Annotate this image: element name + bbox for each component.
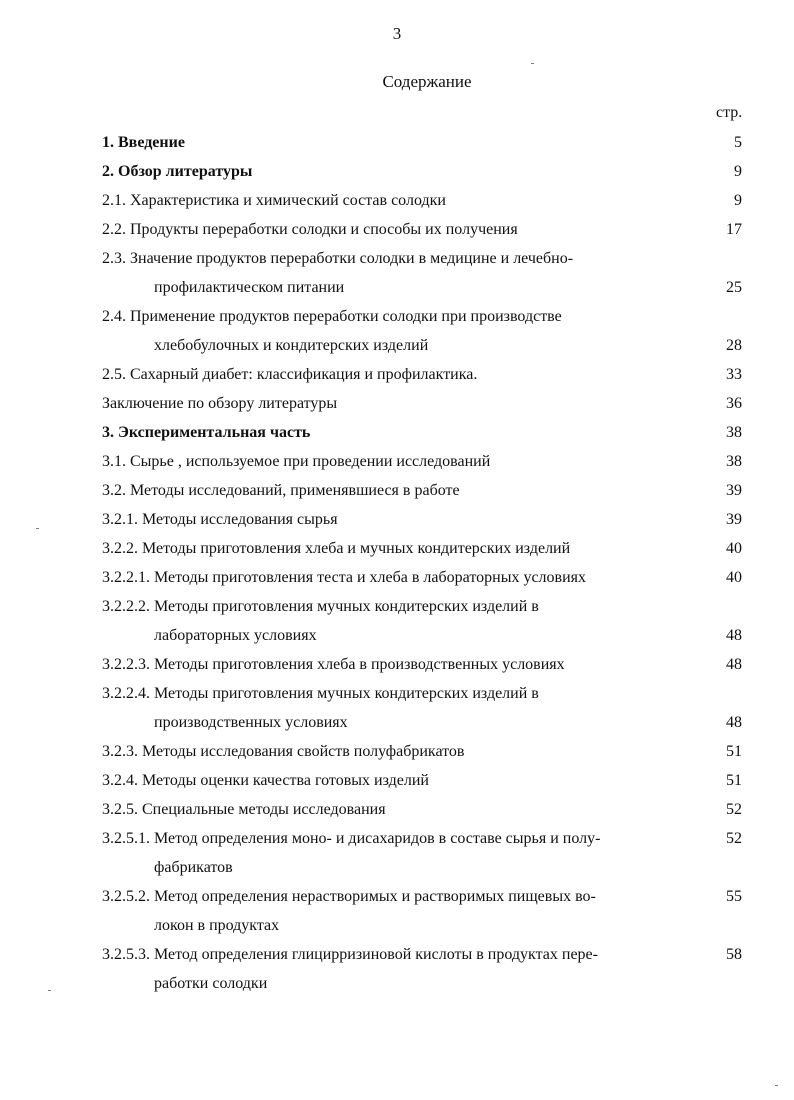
toc-entry <box>102 679 742 737</box>
toc-entry-title <box>102 215 696 244</box>
toc-entry <box>102 766 742 795</box>
page-column-label: стр. <box>716 104 743 121</box>
toc-entry-page: 28 <box>726 337 742 354</box>
toc-entry <box>102 476 742 505</box>
toc-entry-title-line1: 3.2.4. Методы оценки качества готовых изделий <box>102 772 429 789</box>
toc-entry-title <box>102 389 696 418</box>
toc-entry <box>102 592 742 650</box>
toc-entry-title-line1: 3.2.2.1. Методы приготовления теста и хлеба в лабораторных условиях <box>102 569 586 586</box>
toc-entry-title-line1: 3.2.5. Специальные методы исследования <box>102 801 386 818</box>
toc-entry-title <box>102 534 696 563</box>
toc-entry-page: 51 <box>726 743 742 760</box>
toc-entry <box>102 824 742 882</box>
toc-entry <box>102 534 742 563</box>
toc-entry-page: 9 <box>734 163 742 180</box>
toc-entry-title-line1: 3.2. Методы исследований, применявшиеся в работе <box>102 482 460 499</box>
toc-entry-page: 9 <box>734 192 742 209</box>
toc-entry <box>102 563 742 592</box>
toc-entry-page: 48 <box>726 627 742 644</box>
toc-entry-title <box>102 679 696 737</box>
toc-entry <box>102 940 742 998</box>
toc-entry-title <box>102 737 696 766</box>
toc-entry-title <box>102 186 696 215</box>
toc-entry-title-line1: 3.2.5.3. Метод определения глицирризиновой кислоты в продуктах пере- <box>102 946 598 963</box>
toc-entry-page: 38 <box>726 424 742 441</box>
toc-entry-title-line1: 3.2.1. Методы исследования сырья <box>102 511 338 528</box>
toc-entry-title-line2: локон в продуктах <box>154 917 280 934</box>
toc-entry-title-line1: 2.1. Характеристика и химический состав солодки <box>102 192 446 209</box>
toc-entry <box>102 186 742 215</box>
toc-entry-title <box>102 795 696 824</box>
toc-entry-page: 33 <box>726 366 742 383</box>
toc-entry-title-line1: 2.5. Сахарный диабет: классификация и профилактика. <box>102 366 478 383</box>
toc-entry <box>102 505 742 534</box>
toc-entry-title-line1: 3.2.2.2. Методы приготовления мучных кондитерских изделий в <box>102 598 539 615</box>
toc-entry-title-line2: фабрикатов <box>154 859 233 876</box>
toc-entry-title-line1: 2.3. Значение продуктов переработки солодки в медицине и лечебно- <box>102 250 574 267</box>
toc-entry-title-line2: производственных условиях <box>154 714 348 731</box>
toc-entry <box>102 360 742 389</box>
toc-entry-title-line2: хлебобулочных и кондитерских изделий <box>154 337 429 354</box>
toc-entry-title <box>102 302 696 360</box>
toc-entry-title-line1: 2.2. Продукты переработки солодки и способы их получения <box>102 221 518 238</box>
toc-entry-title-line1: 2.4. Применение продуктов переработки солодки при производстве <box>102 308 562 325</box>
toc-entry-page: 38 <box>726 453 742 470</box>
toc-entry <box>102 737 742 766</box>
toc-entry-title <box>102 244 696 302</box>
scan-speck <box>775 1085 778 1086</box>
toc-entry-title-line1: 2. Обзор литературы <box>102 163 253 180</box>
toc-entry-page: 40 <box>726 569 742 586</box>
toc-entry-title-line1: 3.2.2. Методы приготовления хлеба и мучных кондитерских изделий <box>102 540 571 557</box>
toc-entry-page: 5 <box>734 134 742 151</box>
page-number: 3 <box>392 24 402 43</box>
toc-entry <box>102 882 742 940</box>
toc-entry-page: 39 <box>726 511 742 528</box>
toc-entry-page: 36 <box>726 395 742 412</box>
toc-entry-title-line2: лабораторных условиях <box>154 627 317 644</box>
toc-entry-title <box>102 128 696 157</box>
page-title: Содержание <box>382 72 472 91</box>
toc-entry <box>102 128 742 157</box>
toc-entry-title-line1: 3.2.5.1. Метод определения моно- и дисахаридов в составе сырья и полу- <box>102 830 601 847</box>
toc-entry-page: 17 <box>726 221 742 238</box>
toc-entry-title-line2: профилактическом питании <box>154 279 345 296</box>
toc-entry-page: 39 <box>726 482 742 499</box>
toc-entry <box>102 447 742 476</box>
toc-entry-title <box>102 360 696 389</box>
toc-entry-title-line1: 3.2.2.4. Методы приготовления мучных кондитерских изделий в <box>102 685 539 702</box>
toc-entry <box>102 650 742 679</box>
toc-entry-title-line1: 1. Введение <box>102 134 185 151</box>
toc-entry <box>102 418 742 447</box>
toc-entry-title-line1: Заключение по обзору литературы <box>102 395 338 412</box>
toc-entry-title <box>102 882 696 940</box>
toc-entry-page: 55 <box>726 888 742 905</box>
toc-entry-title-line2: работки солодки <box>154 975 268 992</box>
toc-entry-title <box>102 766 696 795</box>
toc-entry-title-line1: 3.2.5.2. Метод определения нерастворимых и растворимых пищевых во- <box>102 888 596 905</box>
toc-entry <box>102 215 742 244</box>
toc-entry-title <box>102 476 696 505</box>
toc-entry-page: 52 <box>726 830 742 847</box>
toc-entry-page: 48 <box>726 714 742 731</box>
toc-entry-page: 48 <box>726 656 742 673</box>
toc-entry-page: 58 <box>726 946 742 963</box>
toc-entry <box>102 244 742 302</box>
toc-entry-page: 51 <box>726 772 742 789</box>
scan-speck <box>48 990 51 991</box>
toc-entry-title <box>102 563 696 592</box>
scan-speck <box>36 528 39 529</box>
toc-entry <box>102 157 742 186</box>
toc-entry <box>102 389 742 418</box>
toc-entry-page: 25 <box>726 279 742 296</box>
toc-entry-page: 52 <box>726 801 742 818</box>
toc-entry-title-line1: 3.1. Сырье , используемое при проведении исследований <box>102 453 491 470</box>
toc-entry-title <box>102 447 696 476</box>
toc-entry-title <box>102 418 696 447</box>
scan-speck <box>531 63 534 64</box>
toc-entry-title <box>102 650 696 679</box>
toc-entry-title <box>102 824 696 882</box>
toc-entry-title-line1: 3.2.2.3. Методы приготовления хлеба в производственных условиях <box>102 656 565 673</box>
toc-entry-title <box>102 940 696 998</box>
toc-entry-title <box>102 592 696 650</box>
toc-entry-title <box>102 157 696 186</box>
toc-entry <box>102 302 742 360</box>
toc-entry-title <box>102 505 696 534</box>
toc-entry-title-line1: 3.2.3. Методы исследования свойств полуфабрикатов <box>102 743 465 760</box>
table-of-contents <box>102 128 742 998</box>
toc-entry-title-line1: 3. Экспериментальная часть <box>102 424 311 441</box>
toc-entry-page: 40 <box>726 540 742 557</box>
toc-entry <box>102 795 742 824</box>
